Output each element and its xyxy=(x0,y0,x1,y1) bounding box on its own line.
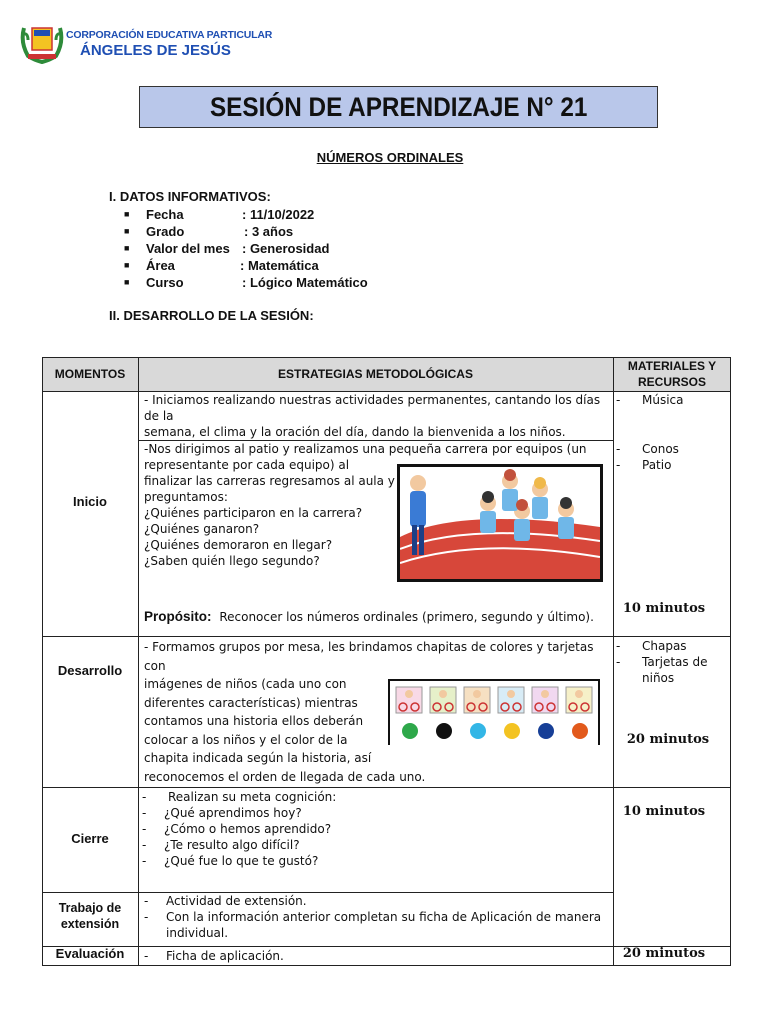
evaluacion-strategy: - Ficha de aplicación. xyxy=(144,949,284,963)
school-crest-icon xyxy=(18,20,66,64)
topic-subtitle: NÚMEROS ORDINALES xyxy=(316,150,464,165)
race-illustration xyxy=(397,464,603,582)
section-desarrollo-heading: II. DESARROLLO DE LA SESIÓN: xyxy=(109,308,314,323)
children-race-icon xyxy=(400,467,600,579)
cards-chips-illustration xyxy=(388,679,600,745)
color-chip xyxy=(436,723,452,739)
color-chip xyxy=(572,723,588,739)
moment-cierre: Cierre xyxy=(71,831,109,846)
header-strategies: ESTRATEGIAS METODOLÓGICAS xyxy=(278,367,473,381)
moment-inicio: Inicio xyxy=(73,494,107,509)
trabajo-strategy: - Actividad de extensión. - Con la información anterior completan su ficha de Aplicación de manera individual. xyxy=(144,894,602,940)
section-datos-heading: I. DATOS INFORMATIVOS: xyxy=(109,189,271,204)
header-moments: MOMENTOS xyxy=(54,367,126,381)
cierre-minutes: 10 minutos xyxy=(622,804,706,819)
moment-trabajo-extension: Trabajo de extensión xyxy=(58,901,122,931)
color-chip xyxy=(402,723,418,739)
color-chip xyxy=(504,723,520,739)
inicio-materials-a: - Música xyxy=(616,393,684,407)
school-name-line1: CORPORACIÓN EDUCATIVA PARTICULAR xyxy=(66,29,273,41)
inicio-minutes: 10 minutos xyxy=(622,601,706,616)
color-chip xyxy=(538,723,554,739)
cierre-strategy: - Realizan su meta cognición: - ¿Qué aprendimos hoy? - ¿Cómo o hemos aprendido? - ¿Te resulto algo difícil? - ¿Qué fue lo que te gustó? xyxy=(142,790,337,868)
header-materials: MATERIALES Y RECURSOS xyxy=(627,359,717,389)
inicio-strategy-2: -Nos dirigimos al patio y realizamos una pequeña carrera por equipos (un representante por cada equipo) al finalizar las carreras regresamos al aula y preguntamos: ¿Quiénes participaron en la carrera? ¿Quiénes ganaron? ¿Quiénes demoraron en llegar? ¿Saben quién llego segundo? xyxy=(144,442,587,568)
school-logo xyxy=(18,20,273,66)
inicio-strategy-1: - Iniciamos realizando nuestras actividades permanentes, cantando los días de la semana, el clima y la oración del día, dando la bienvenida a los niños. xyxy=(144,393,601,439)
inicio-materials-b: - Conos - Patio xyxy=(616,442,679,472)
session-title: SESIÓN DE APRENDIZAJE N° 21 xyxy=(209,91,588,122)
moment-desarrollo: Desarrollo xyxy=(57,663,123,678)
moment-evaluacion: Evaluación xyxy=(55,946,125,961)
session-title-box xyxy=(139,86,658,128)
color-chip xyxy=(470,723,486,739)
session-table xyxy=(42,357,731,966)
school-name-line2: ÁNGELES DE JESÚS xyxy=(80,42,231,59)
evaluacion-minutes: 20 minutos xyxy=(622,946,706,961)
desarrollo-minutes: 20 minutos xyxy=(626,732,710,747)
desarrollo-materials: - Chapas - Tarjetas de niños xyxy=(616,639,708,685)
inicio-purpose: Propósito: Reconocer los números ordinales (primero, segundo y último). xyxy=(144,609,594,624)
desarrollo-strategy: - Formamos grupos por mesa, les brindamos chapitas de colores y tarjetas con imágenes de niños (cada uno con diferentes características) mientras contamos una historia ellos deberán colocar a los niños y el color de la chapita indicada según la historia, así reconocemos el orden de llegada de cada uno. xyxy=(144,640,594,784)
color-chips-row xyxy=(390,723,598,741)
